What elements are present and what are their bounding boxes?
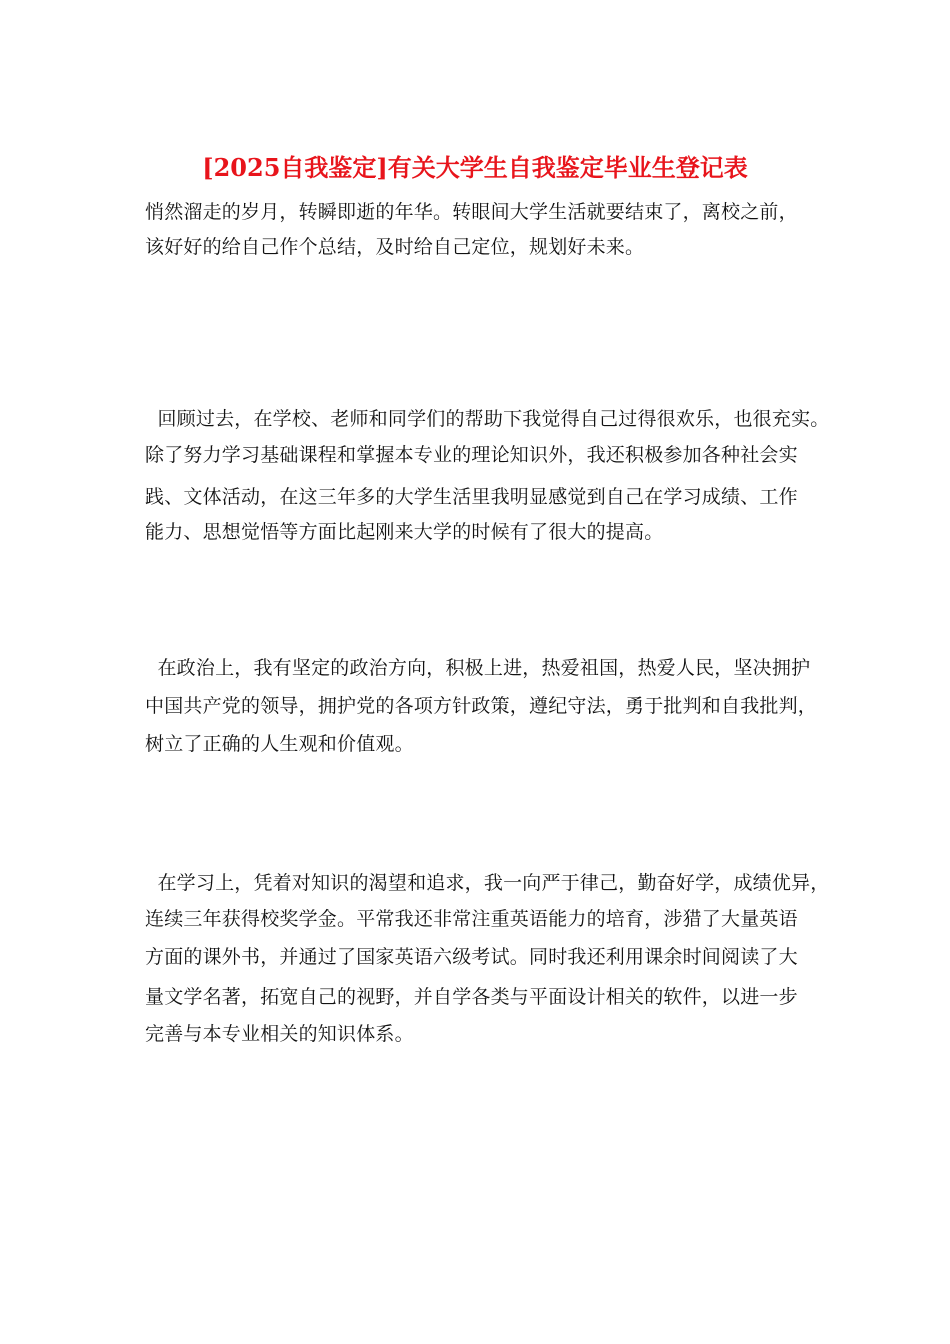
paragraph-3-line-3: 树立了正确的人生观和价值观。: [145, 733, 414, 755]
paragraph-4-line-2: 连续三年获得校奖学金。平常我还非常注重英语能力的培育，涉猎了大量英语: [145, 908, 798, 930]
paragraph-2-line-3: 践、文体活动，在这三年多的大学生活里我明显感觉到自己在学习成绩、工作: [145, 486, 798, 508]
paragraph-4-line-5: 完善与本专业相关的知识体系。: [145, 1023, 414, 1045]
paragraph-1-line-1: 悄然溜走的岁月，转瞬即逝的年华。转眼间大学生活就要结束了，离校之前，: [145, 201, 798, 223]
paragraph-4-line-1: 在学习上，凭着对知识的渴望和追求，我一向严于律己，勤奋好学，成绩优异，: [145, 872, 830, 894]
paragraph-3-line-2: 中国共产党的领导，拥护党的各项方针政策，遵纪守法，勇于批判和自我批判，: [145, 695, 818, 717]
paragraph-4-line-3: 方面的课外书，并通过了国家英语六级考试。同时我还利用课余时间阅读了大: [145, 946, 798, 968]
document-title: [2025自我鉴定]有关大学生自我鉴定毕业生登记表: [202, 153, 748, 182]
paragraph-3-line-1: 在政治上，我有坚定的政治方向，积极上进，热爱祖国，热爱人民，坚决拥护: [145, 657, 811, 679]
paragraph-4-line-4: 量文学名著，拓宽自己的视野，并自学各类与平面设计相关的软件，以进一步: [145, 986, 798, 1008]
paragraph-2-line-4: 能力、思想觉悟等方面比起刚来大学的时候有了很大的提高。: [145, 521, 664, 543]
paragraph-1-line-2: 该好好的给自己作个总结，及时给自己定位，规划好未来。: [145, 236, 645, 258]
paragraph-2-line-1: 回顾过去，在学校、老师和同学们的帮助下我觉得自己过得很欢乐，也很充实。: [145, 408, 830, 430]
paragraph-2-line-2: 除了努力学习基础课程和掌握本专业的理论知识外，我还积极参加各种社会实: [145, 444, 798, 466]
